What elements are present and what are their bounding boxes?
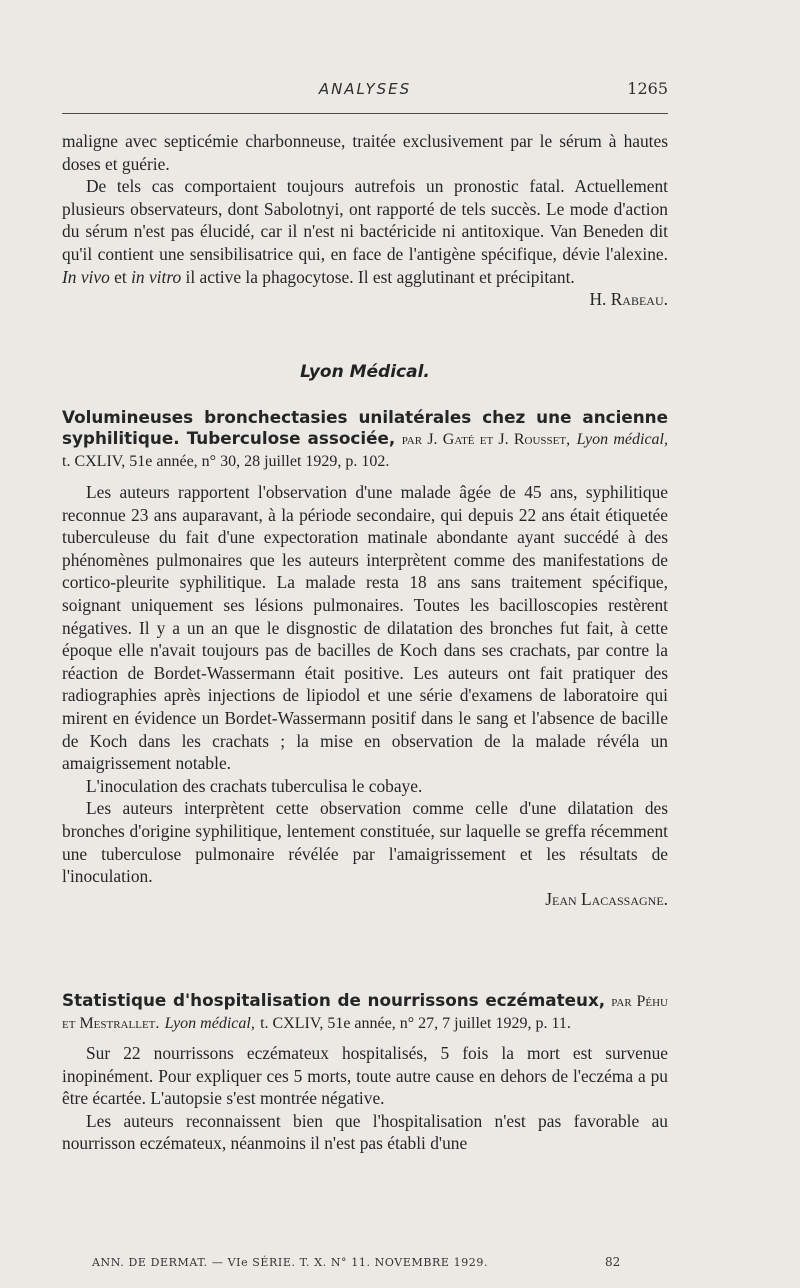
paragraph-text: et <box>114 266 127 287</box>
previous-article-end <box>62 130 668 311</box>
paragraph: maligne avec septicémie charbonneuse, traitée exclusivement par le sérum à hautes doses et guérie. <box>62 131 668 174</box>
page-number: 1265 <box>627 79 668 98</box>
author-signature: H. Rabeau. <box>589 289 668 310</box>
paragraph-text: il active la phagocytose. Il est agglutinant et précipitant. <box>185 266 575 287</box>
paragraph: Les auteurs rapportent l'observation d'une malade âgée de 45 ans, syphilitique reconnue 23 ans auparavant, à la période secondaire, qui depuis 22 ans était étiquetée tuberculeuse du fait d'une expectoration matinale abondante ayant succédé à des phénomènes pulmonaires que les auteurs interprètent comme des manifestations de cortico-pleurite syphilitique. La malade resta 18 ans sans traitement spécifique, soignant uniquement ses lésions pulmonaires. Toutes les bacilloscopies restèrent négatives. Il y a un an que le disgnostic de dilatation des bronches fut fait, à cette époque elle n'avait toujours pas de bacilles de Koch dans ses crachats, par contre la réaction de Bordet-Wassermann était positive. Les auteurs ont fait pratiquer des radiographies après injections de lipiodol et une série d'examens de laboratoire qui mirent en évidence un Bordet-Wassermann positif dans le sang et l'absence de bacille de Koch dans les crachats ; la mise en observation de la malade révéla un amaigrissement notable. <box>62 482 668 774</box>
article-authors: par Péhu et Mestrallet. <box>62 993 668 1032</box>
author-signature: Jean Lacassagne. <box>545 888 668 909</box>
article-body <box>62 481 668 910</box>
paragraph-text: De tels cas comportaient toujours autrefois un pronostic fatal. Actuellement plusieurs observateurs, dont Sabolotnyi, ont rapporté de tels succès. Le mode d'action du sérum n'est pas élucidé, car il n'est ni bactéricide ni antitoxique. Van Beneden dit qu'il contient une sensibilisatrice qui, en face de l'antigène spécifique, dévie l'alexine. <box>62 176 668 264</box>
journal-name: Lyon médical, <box>164 1015 255 1032</box>
paragraph: Sur 22 nourrissons eczémateux hospitalisés, 5 fois la mort est survenue inopinément. Pour expliquer ces 5 morts, toute autre cause en dehors de l'eczéma a pu être écartée. L'autopsie s'est montrée négative. <box>62 1043 668 1109</box>
article-heading <box>62 990 668 1034</box>
running-title: ANALYSES <box>318 80 412 98</box>
article-heading <box>62 407 668 472</box>
paragraph <box>62 175 668 310</box>
article-reference: t. CXLIV, 51e année, n° 27, 7 juillet 1929, p. 11. <box>260 1015 571 1032</box>
section-title: Lyon Médical. <box>300 362 430 382</box>
article-authors: par J. Gaté et J. Rousset, <box>401 431 571 448</box>
article-body <box>62 1042 668 1155</box>
signature-mark: 82 <box>605 1255 621 1269</box>
article-title: Statistique d'hospitalisation de nourrissons eczémateux, <box>62 990 606 1010</box>
journal-name: Lyon médical, <box>576 431 668 448</box>
latin-term: In vivo <box>62 266 110 287</box>
article-reference: t. CXLIV, 51e année, n° 30, 28 juillet 1929, p. 102. <box>62 453 390 470</box>
page-footer: ANN. DE DERMAT. — VIe SÉRIE. T. X. N° 11. NOVEMBRE 1929. <box>92 1256 489 1269</box>
latin-term: in vitro <box>131 266 182 287</box>
page-header <box>62 78 668 106</box>
header-rule <box>62 113 668 114</box>
paragraph: L'inoculation des crachats tuberculisa le cobaye. <box>86 775 423 796</box>
paragraph: Les auteurs interprètent cette observation comme celle d'une dilatation des bronches d'origine syphilitique, lentement constituée, sur laquelle se greffa récemment une tuberculose pulmonaire révélée par l'amaigrissement et les résultats de l'inoculation. <box>62 798 668 887</box>
paragraph: Les auteurs reconnaissent bien que l'hospitalisation n'est pas favorable au nourrisson eczémateux, néanmoins il n'est pas établi d'une <box>62 1110 668 1154</box>
article-title: Volumineuses bronchectasies unilatérales chez une ancienne syphilitique. Tuberculose associée, <box>62 407 668 448</box>
